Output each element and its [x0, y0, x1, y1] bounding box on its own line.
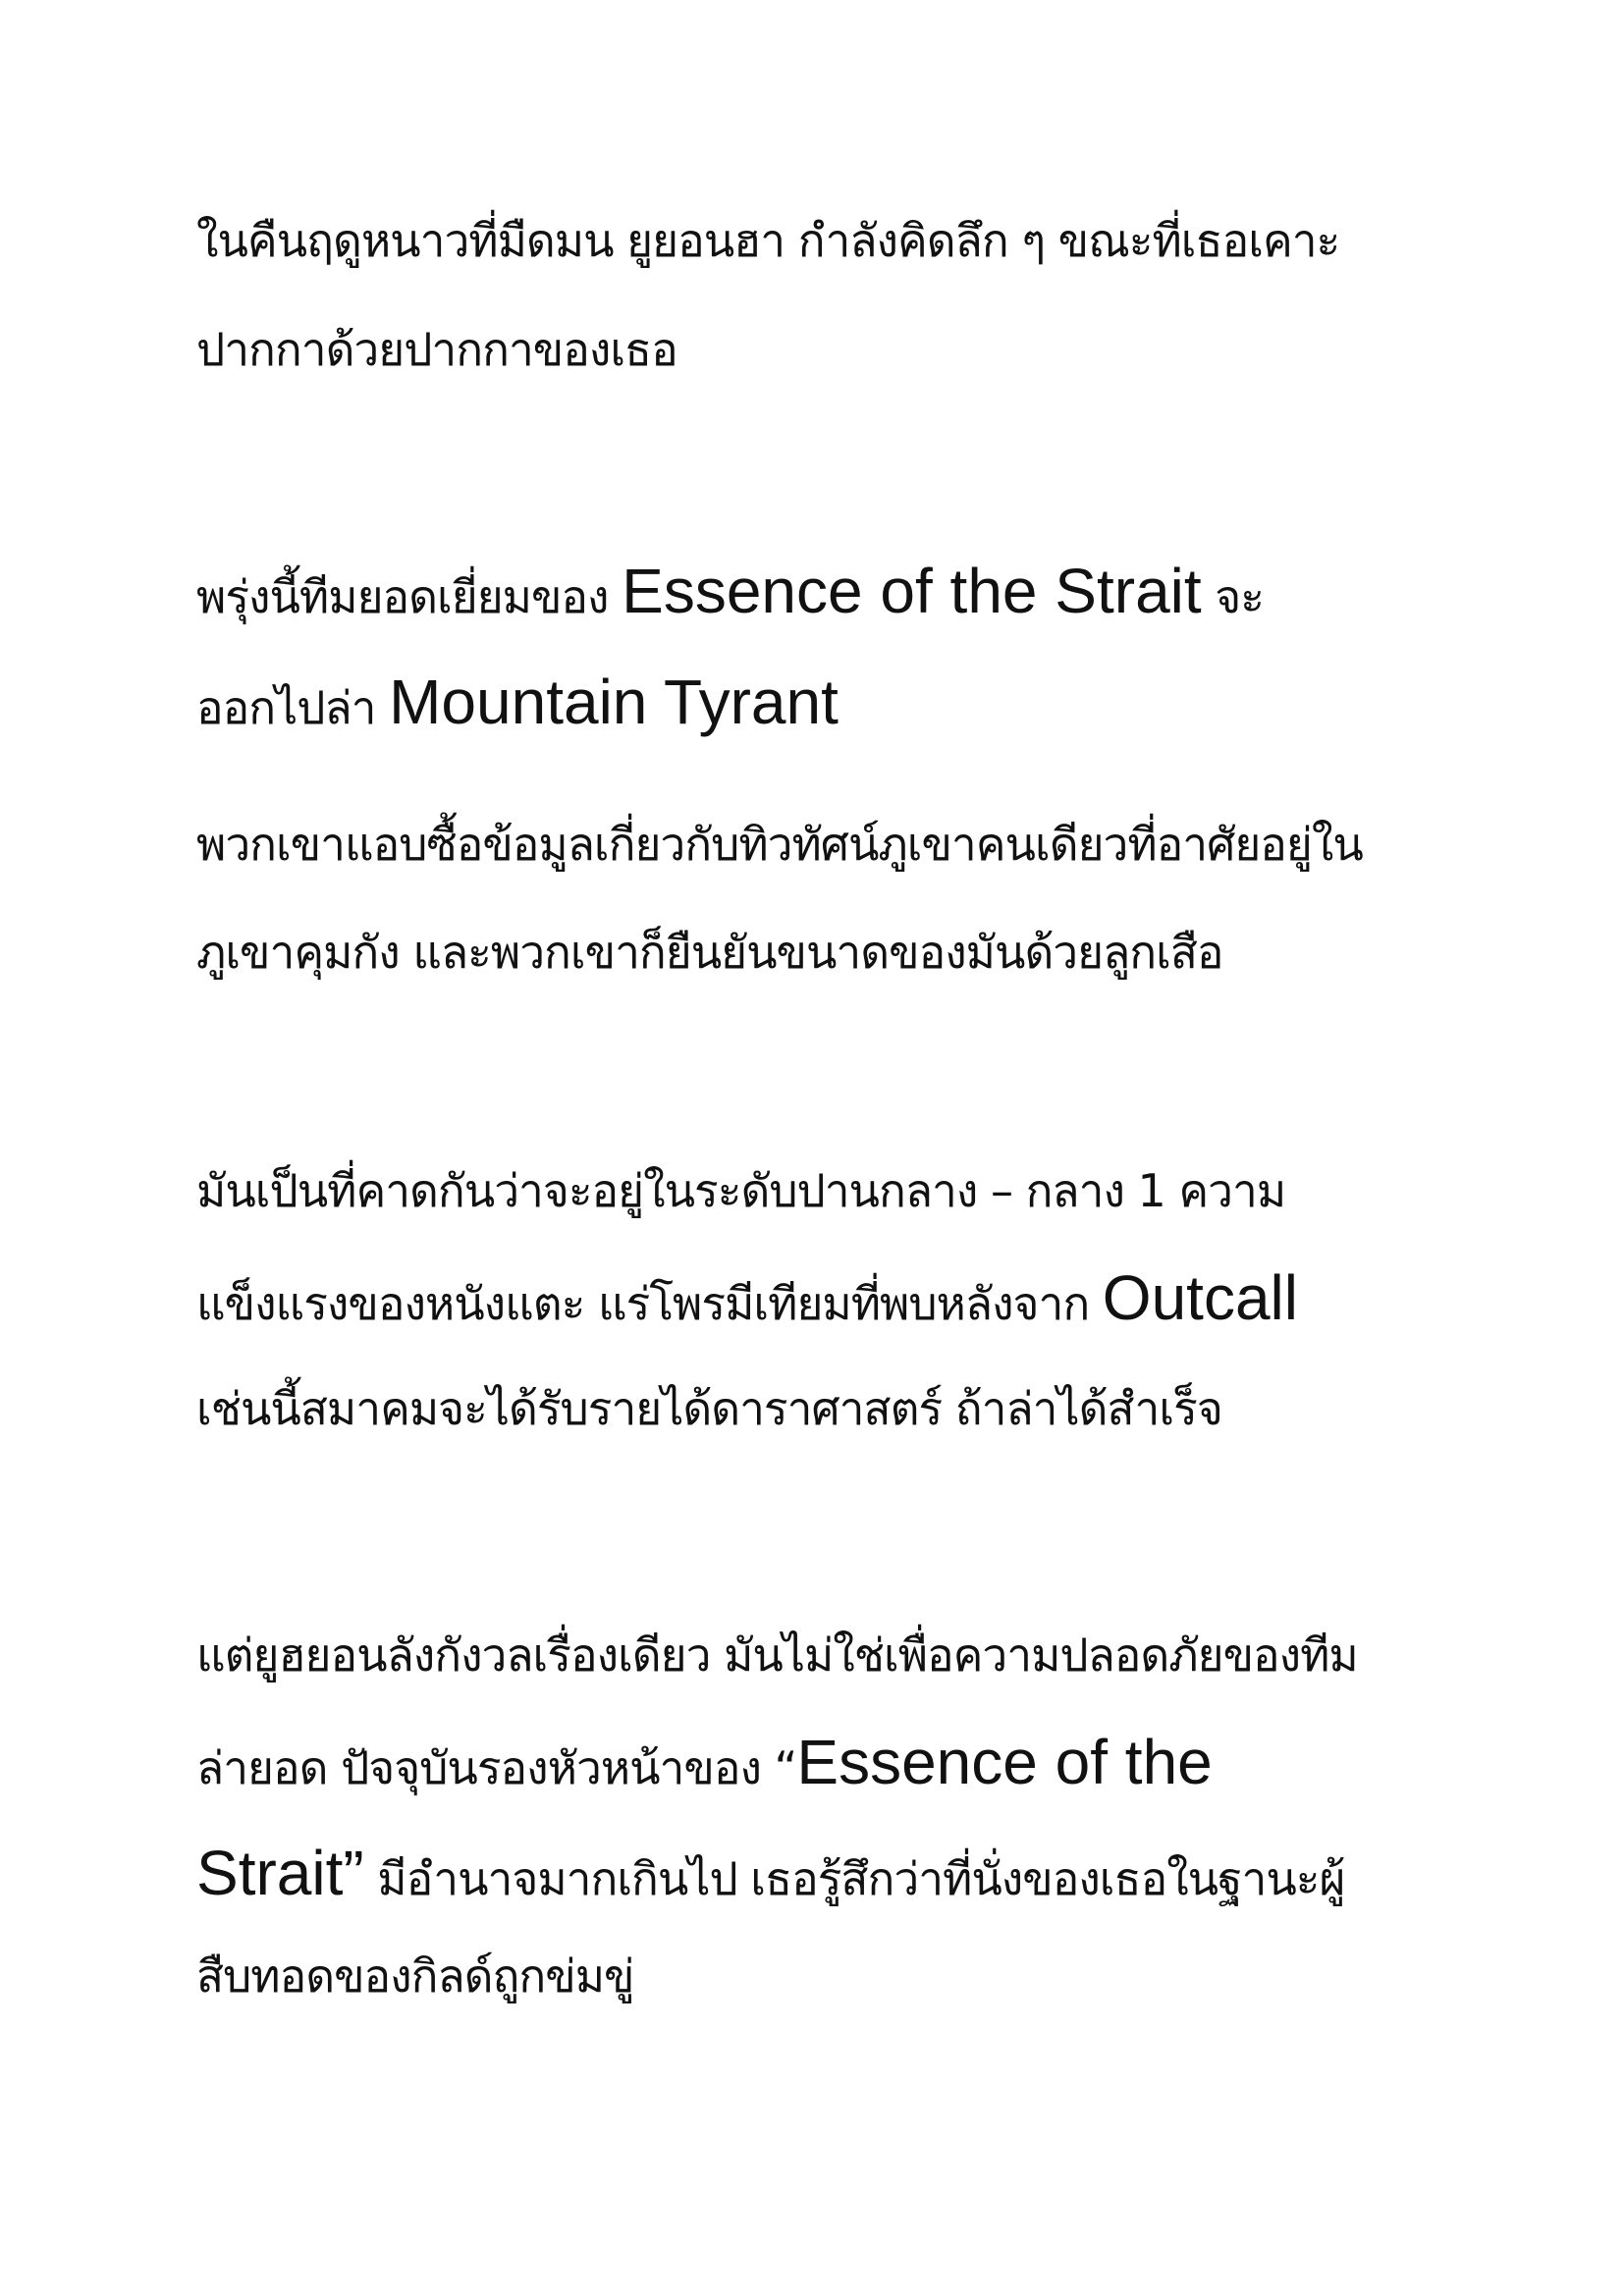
guild-name: Strait” [196, 1838, 364, 1908]
paragraph-4-line-1 [196, 1629, 1358, 1682]
text-span: ออกไปล่า [196, 681, 390, 734]
text-span: จะ [1201, 570, 1264, 623]
paragraph-3-line-3 [196, 1382, 1222, 1435]
text-span: ภูเขาคุมกัง และพวกเขาก็ยืนยันขนาดของมันด้วยลูกเสือ [196, 926, 1223, 979]
monster-name: Mountain Tyrant [389, 667, 839, 737]
text-span: แต่ยูฮยอนลังกังวลเรื่องเดียว มันไม่ใช่เพื่อความปลอดภัยของทีม [196, 1629, 1358, 1682]
paragraph-2-line-4 [196, 926, 1223, 979]
text-span: แข็งแรงของหนังแตะ แร่โพรมีเทียมที่พบหลังจาก [196, 1277, 1103, 1330]
text-span: สืบทอดของกิลด์ถูกข่มขู่ [196, 1949, 634, 2002]
paragraph-4-line-2 [196, 1727, 1213, 1797]
paragraph-1-line-2 [196, 323, 677, 376]
text-span: เช่นนี้สมาคมจะได้รับรายได้ดาราศาสตร์ ถ้าล่าได้สำเร็จ [196, 1382, 1222, 1435]
outcall-term: Outcall [1102, 1262, 1298, 1333]
text-span: ในคืนฤดูหนาวที่มืดมน ยูยอนฮา กำลังคิดลึก ๆ ขณะที่เธอเคาะ [196, 214, 1340, 267]
text-span: มันเป็นที่คาดกันว่าจะอยู่ในระดับปานกลาง – กลาง 1 ความ [196, 1164, 1286, 1217]
paragraph-1-line-1 [196, 214, 1340, 267]
paragraph-2-line-2 [196, 667, 839, 737]
text-span: พวกเขาแอบซื้อข้อมูลเกี่ยวกับทิวทัศน์ภูเขาคนเดียวที่อาศัยอยู่ใน [196, 818, 1363, 871]
paragraph-4-line-4 [196, 1949, 634, 2002]
paragraph-4-line-3 [196, 1838, 1345, 1908]
guild-name: Essence of the [796, 1727, 1213, 1797]
text-span: ปากกาด้วยปากกาของเธอ [196, 323, 677, 376]
paragraph-2-line-1 [196, 556, 1264, 626]
paragraph-2-line-3 [196, 818, 1363, 871]
paragraph-3-line-2 [196, 1262, 1298, 1333]
guild-name: Essence of the Strait [622, 556, 1202, 626]
text-span: พรุ่งนี้ทีมยอดเยี่ยมของ [196, 570, 623, 623]
text-span: มีอำนาจมากเกินไป เธอรู้สึกว่าที่นั่งของเธอในฐานะผู้ [363, 1852, 1345, 1905]
text-span: ล่ายอด ปัจจุบันรองหัวหน้าของ “ [196, 1741, 797, 1794]
paragraph-3-line-1 [196, 1164, 1286, 1217]
